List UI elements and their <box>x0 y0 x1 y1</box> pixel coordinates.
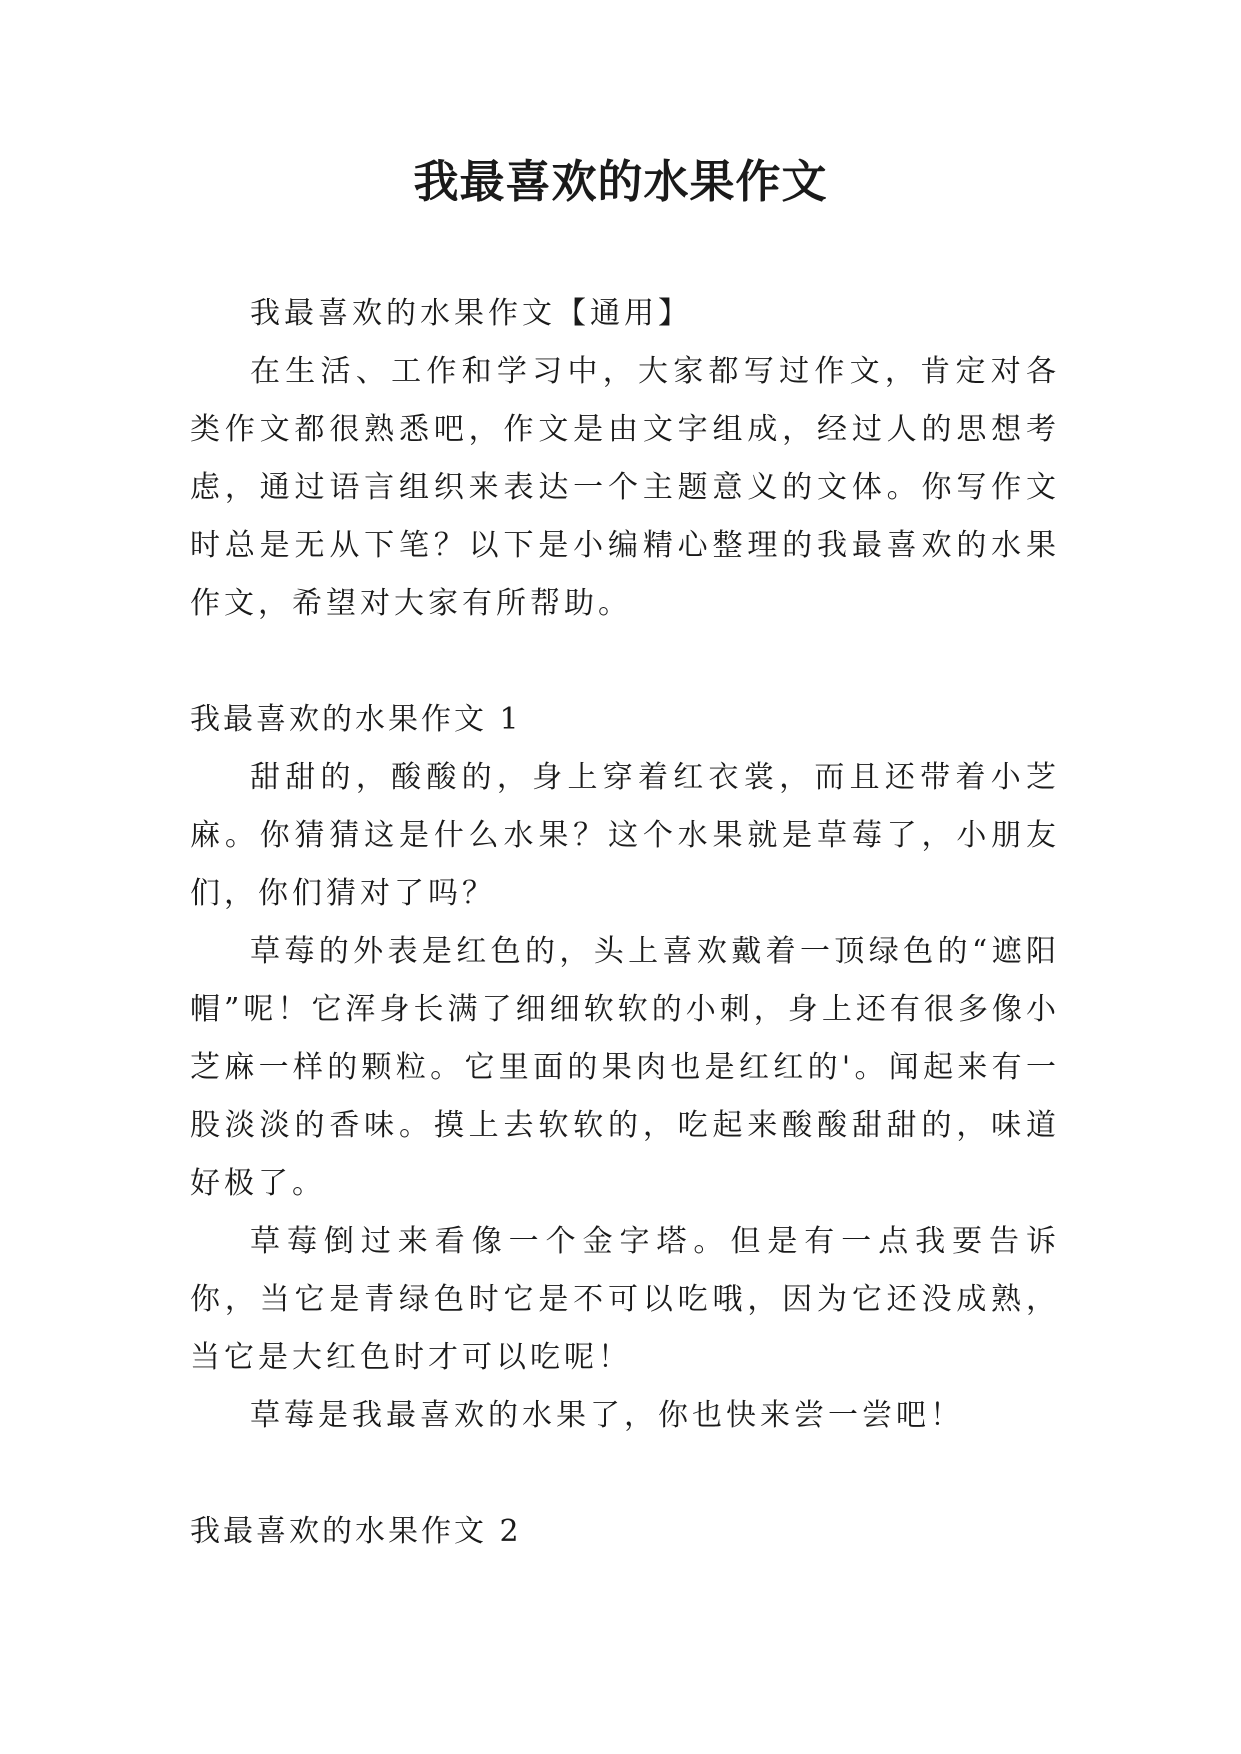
document-body <box>190 285 1060 1561</box>
document-title: 我最喜欢的水果作文 <box>413 155 828 208</box>
intro-paragraph: 在生活、工作和学习中，大家都写过作文，肯定对各类作文都很熟悉吧，作文是由文字组成，经过人的思想考虑，通过语言组织来表达一个主题意义的文体。你写作文时总是无从下笔？以下是小编精心整理的我最喜欢的水果作文，希望对大家有所帮助。 <box>190 354 1060 621</box>
intro-subtitle: 我最喜欢的水果作文【通用】 <box>250 296 692 331</box>
section-1-paragraph-4: 草莓是我最喜欢的水果了，你也快来尝一尝吧！ <box>250 1398 964 1433</box>
section-1-paragraph-3: 草莓倒过来看像一个金字塔。但是有一点我要告诉你，当它是青绿色时它是不可以吃哦，因为它还没成熟，当它是大红色时才可以吃呢！ <box>190 1224 1060 1375</box>
section-heading-1: 我最喜欢的水果作文 1 <box>190 702 522 737</box>
section-1-paragraph-2: 草莓的外表是红色的，头上喜欢戴着一顶绿色的“遮阳帽”呢！它浑身长满了细细软软的小刺，身上还有很多像小芝麻一样的颗粒。它里面的果肉也是红红的'。闻起来有一股淡淡的香味。摸上去软软的，吃起来酸酸甜甜的，味道好极了。 <box>190 934 1060 1201</box>
section-1-paragraph-1: 甜甜的，酸酸的，身上穿着红衣裳，而且还带着小芝麻。你猜猜这是什么水果？这个水果就是草莓了，小朋友们，你们猜对了吗？ <box>190 760 1060 911</box>
section-heading-2: 我最喜欢的水果作文 2 <box>190 1514 522 1549</box>
